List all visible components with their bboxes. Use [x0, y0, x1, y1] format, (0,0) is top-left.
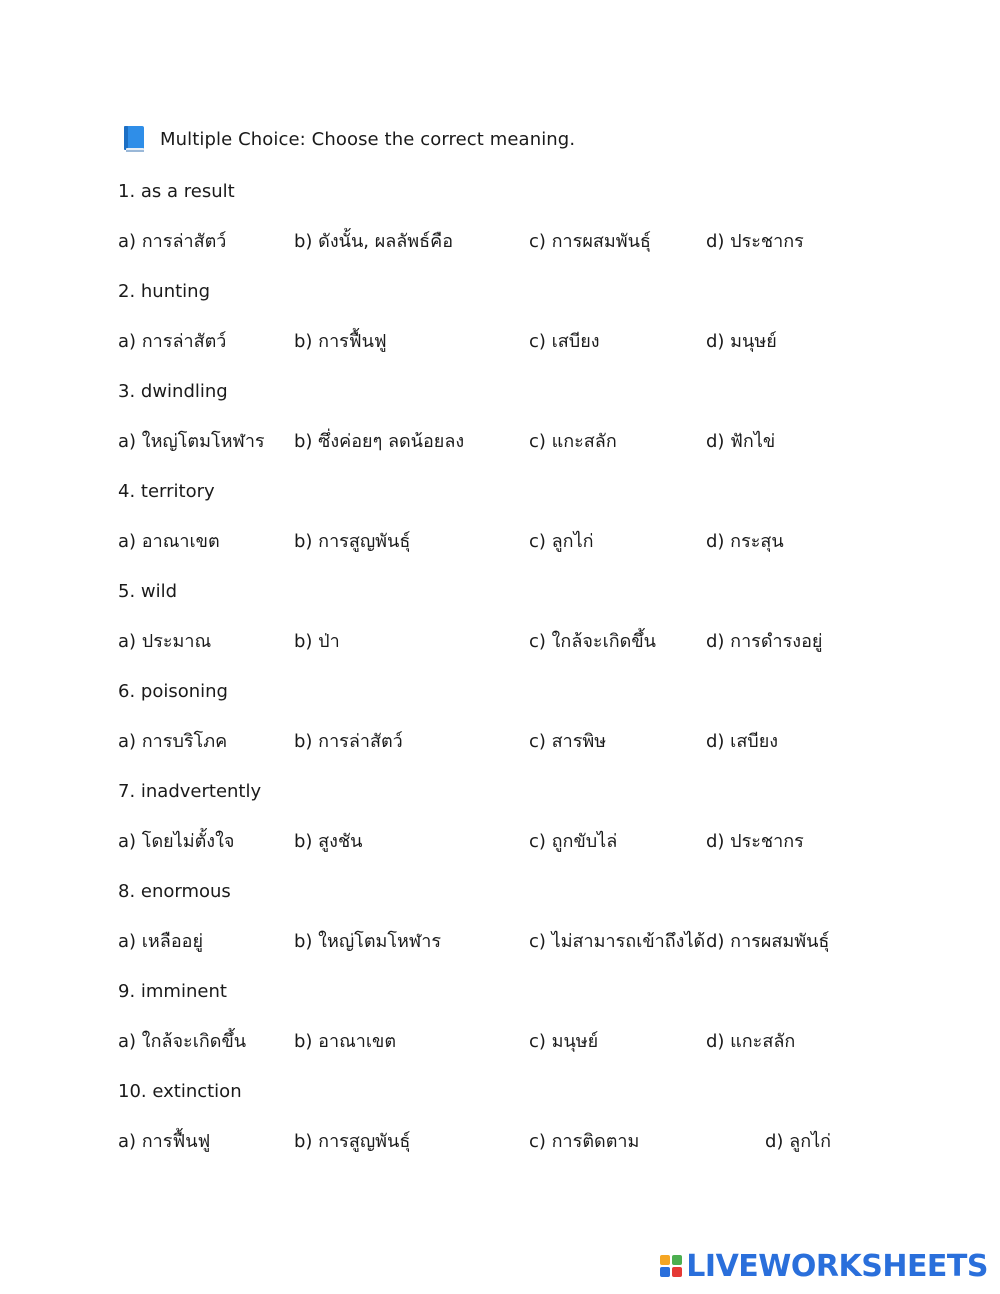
option-c[interactable]: c) สารพิษ — [529, 731, 607, 752]
question-word: 8. enormous — [118, 881, 231, 902]
option-b[interactable]: b) ป่า — [294, 631, 340, 652]
option-a[interactable]: a) ใหญ่โตมโหฬาร — [118, 431, 265, 452]
option-c[interactable]: c) เสบียง — [529, 331, 600, 352]
option-b[interactable]: b) ใหญ่โตมโหฬาร — [294, 931, 441, 952]
logo-square-3 — [660, 1267, 670, 1277]
option-b[interactable]: b) ซึ่งค่อยๆ ลดน้อยลง — [294, 431, 465, 452]
question-word: 5. wild — [118, 581, 178, 602]
option-a[interactable]: a) ใกล้จะเกิดขึ้น — [118, 1031, 247, 1052]
option-b[interactable]: b) สูงชัน — [294, 831, 363, 852]
option-b[interactable]: b) การสูญพันธุ์ — [294, 1131, 411, 1152]
question-item — [118, 380, 918, 480]
book-icon — [122, 125, 146, 153]
question-word: 7. inadvertently — [118, 781, 262, 802]
worksheet-title-row — [122, 124, 575, 154]
option-a[interactable]: a) โดยไม่ตั้งใจ — [118, 831, 235, 852]
option-a[interactable]: a) การฟื้นฟู — [118, 1131, 211, 1152]
question-item — [118, 980, 918, 1080]
option-d[interactable]: d) มนุษย์ — [706, 331, 777, 352]
logo-square-4 — [672, 1267, 682, 1277]
question-item — [118, 680, 918, 780]
option-c[interactable]: c) มนุษย์ — [529, 1031, 599, 1052]
question-word: 2. hunting — [118, 281, 211, 302]
option-c[interactable]: c) การติดตาม — [529, 1131, 640, 1152]
question-word: 3. dwindling — [118, 381, 228, 402]
question-item — [118, 780, 918, 880]
question-item — [118, 180, 918, 280]
option-b[interactable]: b) อาณาเขต — [294, 1031, 397, 1052]
option-b[interactable]: b) การสูญพันธุ์ — [294, 531, 411, 552]
liveworksheets-logo-icon — [660, 1255, 682, 1277]
option-a[interactable]: a) การล่าสัตว์ — [118, 331, 227, 352]
option-c[interactable]: c) ไม่สามารถเข้าถึงได้ — [529, 931, 706, 952]
logo-square-2 — [672, 1255, 682, 1265]
question-item — [118, 1080, 918, 1180]
option-b[interactable]: b) การล่าสัตว์ — [294, 731, 403, 752]
option-d[interactable]: d) เสบียง — [706, 731, 779, 752]
question-word: 4. territory — [118, 481, 215, 502]
option-a[interactable]: a) อาณาเขต — [118, 531, 220, 552]
question-item — [118, 480, 918, 580]
question-word: 9. imminent — [118, 981, 227, 1002]
option-c[interactable]: c) แกะสลัก — [529, 431, 617, 452]
liveworksheets-wordmark: LIVEWORKSHEETS — [686, 1248, 988, 1284]
question-word: 6. poisoning — [118, 681, 228, 702]
option-d[interactable]: d) ประชากร — [706, 831, 804, 852]
question-item — [118, 280, 918, 380]
option-d[interactable]: d) การผสมพันธุ์ — [706, 931, 830, 952]
option-d[interactable]: d) แกะสลัก — [706, 1031, 796, 1052]
question-word: 1. as a result — [118, 181, 235, 202]
option-a[interactable]: a) ประมาณ — [118, 631, 212, 652]
option-d[interactable]: d) ลูกไก่ — [765, 1131, 832, 1152]
option-c[interactable]: c) ใกล้จะเกิดขึ้น — [529, 631, 656, 652]
option-b[interactable]: b) การฟื้นฟู — [294, 331, 387, 352]
option-d[interactable]: d) ประชากร — [706, 231, 804, 252]
option-d[interactable]: d) กระสุน — [706, 531, 784, 552]
option-c[interactable]: c) ลูกไก่ — [529, 531, 594, 552]
worksheet-title: Multiple Choice: Choose the correct meaning. — [160, 128, 576, 150]
option-a[interactable]: a) การบริโภค — [118, 731, 228, 752]
logo-square-1 — [660, 1255, 670, 1265]
option-d[interactable]: d) ฟักไข่ — [706, 431, 776, 452]
option-c[interactable]: c) การผสมพันธุ์ — [529, 231, 651, 252]
option-b[interactable]: b) ดังนั้น, ผลลัพธ์คือ — [294, 231, 454, 252]
option-c[interactable]: c) ถูกขับไล่ — [529, 831, 618, 852]
option-d[interactable]: d) การดำรงอยู่ — [706, 631, 823, 652]
option-a[interactable]: a) เหลืออยู่ — [118, 931, 203, 952]
question-word: 10. extinction — [118, 1081, 242, 1102]
question-item — [118, 580, 918, 680]
option-a[interactable]: a) การล่าสัตว์ — [118, 231, 227, 252]
liveworksheets-logo — [660, 1246, 988, 1286]
question-item — [118, 880, 918, 980]
